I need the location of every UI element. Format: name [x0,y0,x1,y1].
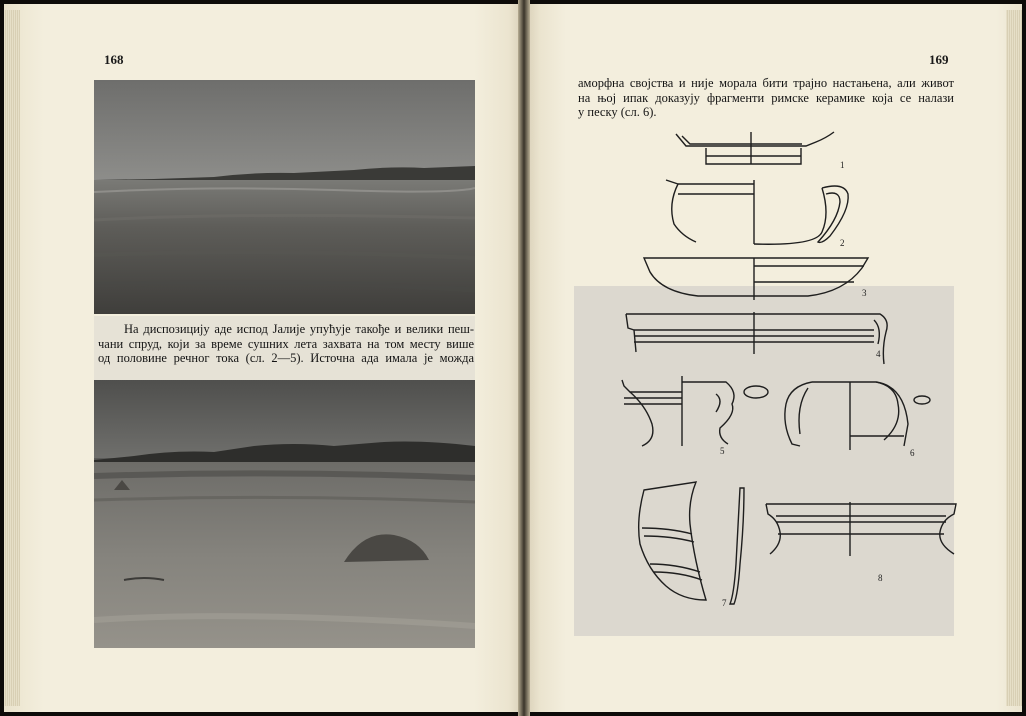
figure-label: 2 [840,238,845,248]
right-paragraph-line: аморфна својства и није морала бити трајно настањена, али живот [578,76,954,90]
pottery-figure [586,124,966,614]
right-paragraph-line: на њој ипак доказују фрагменти римске керамике која се налази [578,90,954,105]
right-page-number: 169 [929,52,949,67]
left-page [4,4,522,712]
figure-label: 4 [876,349,881,359]
right-paragraph [578,76,954,120]
pottery-fragment-8 [766,502,956,556]
figure-label: 6 [910,448,915,458]
figure-label: 7 [722,598,727,608]
figure-label: 8 [878,573,883,583]
figure-label: 1 [840,160,845,170]
photo-top-image [94,80,475,314]
photo-top [94,80,475,314]
pottery-fragment-1 [676,132,834,164]
left-page-number: 168 [104,52,124,67]
pottery-fragment-2 [666,180,848,244]
left-paragraph-line: На диспозицију аде испод Јалије упућује такође и велики пеш- [124,322,474,336]
gutter [518,0,530,716]
pottery-fragment-3 [644,258,868,300]
photo-bottom-image [94,380,475,648]
page-edge-right [1006,10,1022,706]
right-paragraph-line: у песку (сл. 6). [578,105,657,119]
right-page [526,4,1022,712]
left-paragraph-line: чани спруд, који за време сушних лета захвата на том месту више [98,336,474,351]
left-paragraph-line: од половине речног тока (сл. 2—5). Источна ада имала је можда [98,351,474,365]
page-edge-left [4,10,20,706]
photo-bottom [94,380,475,648]
figure-label: 3 [862,288,867,298]
pottery-fragment-7 [639,482,744,604]
pottery-fragment-5 [622,376,768,446]
pottery-fragment-6 [785,382,930,450]
pottery-fragment-4 [626,312,887,364]
figure-label: 5 [720,446,725,456]
left-paragraph [98,322,474,366]
